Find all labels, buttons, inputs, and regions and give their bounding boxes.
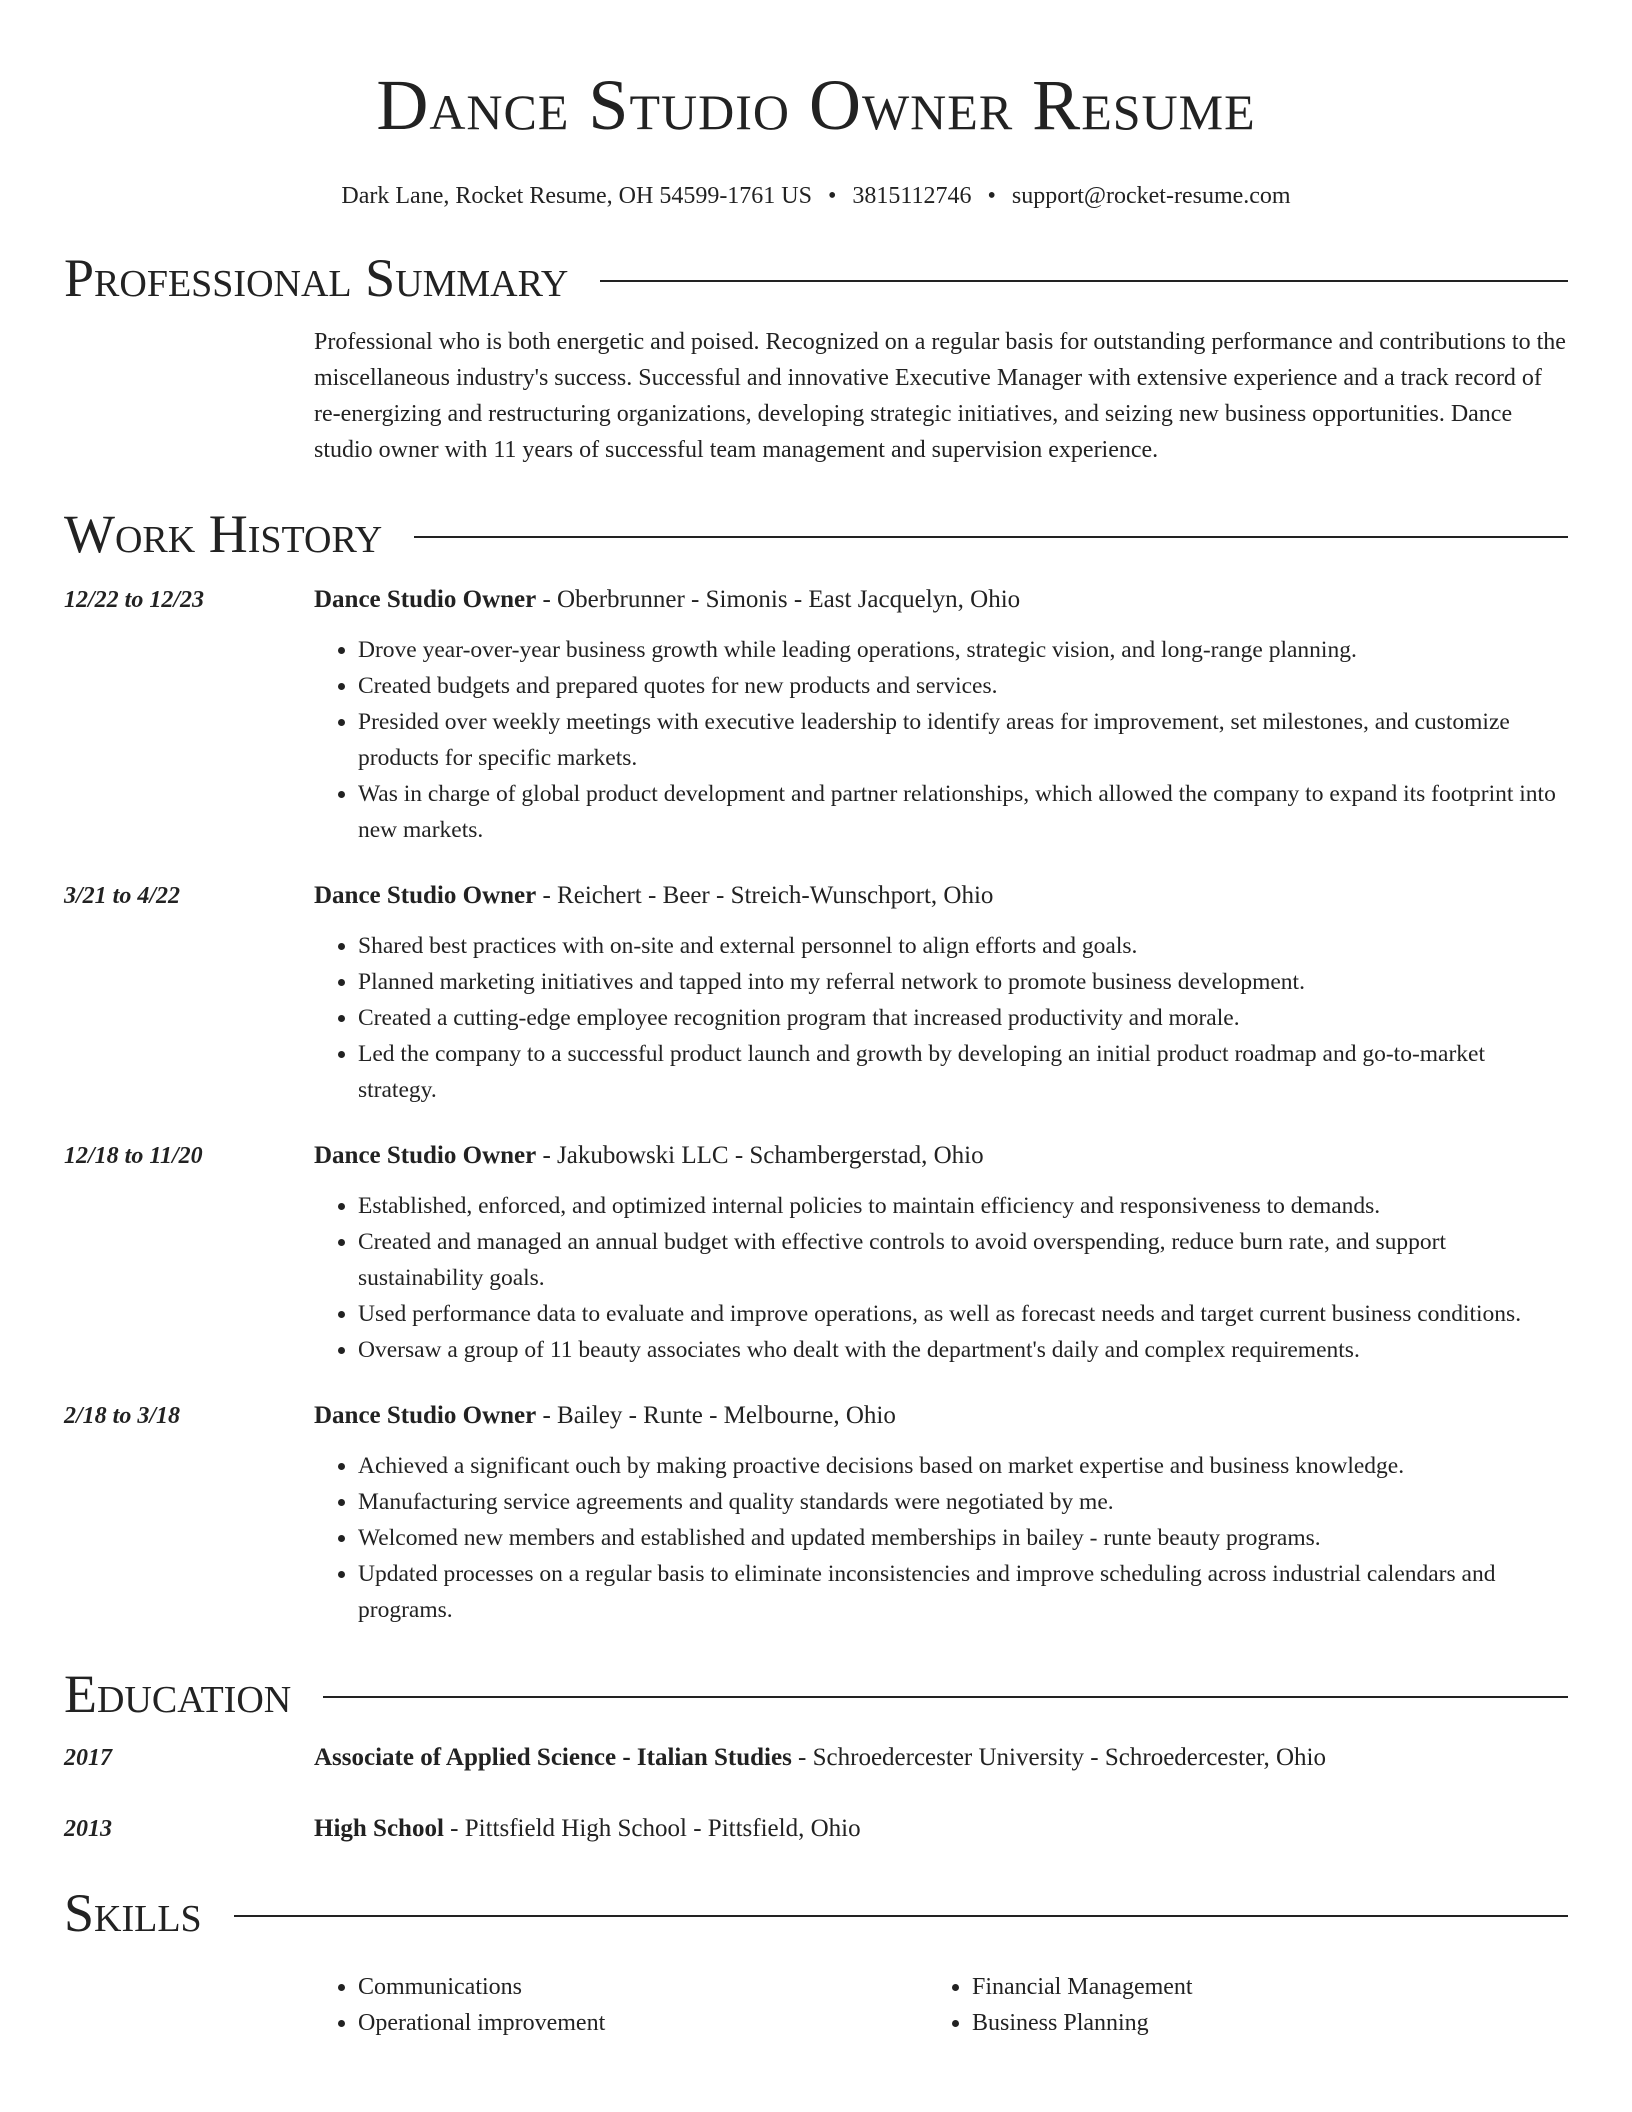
bullet-item: • Presided over weekly meetings with executive leadership to identify areas for improvement, set milestones, and customize products for specific markets. xyxy=(358,704,1568,776)
job-bullets xyxy=(314,1188,1568,1368)
address: Dark Lane, Rocket Resume, OH 54599-1761 US xyxy=(341,183,812,209)
bullet-item: • Oversaw a group of 11 beauty associates who dealt with the department's daily and complex requirements. xyxy=(358,1332,1568,1368)
job-entry xyxy=(64,1138,1568,1368)
summary-section-header xyxy=(64,246,1568,310)
spacer xyxy=(64,324,314,468)
bullet-item: • Created budgets and prepared quotes for new products and services. xyxy=(358,668,1568,704)
bullet-item: • Welcomed new members and established and updated memberships in bailey - runte beauty programs. xyxy=(358,1520,1568,1556)
summary-row xyxy=(64,324,1568,468)
bullet-item: • Used performance data to evaluate and improve operations, as well as forecast needs and target current business conditions. xyxy=(358,1296,1568,1332)
bullet-item: • Achieved a significant ouch by making proactive decisions based on market expertise and business knowledge. xyxy=(358,1448,1568,1484)
job-heading xyxy=(314,582,1568,618)
skill-item: • Financial Management xyxy=(972,1969,1542,2005)
bullet-item: • Updated processes on a regular basis to eliminate inconsistencies and improve scheduling across industrial calendars and programs. xyxy=(358,1556,1568,1628)
skills-column-right xyxy=(928,1969,1542,2041)
education-details: - Pittsfield High School - Pittsfield, Ohio xyxy=(443,1815,861,1842)
bullet-item: • Shared best practices with on-site and external personnel to align efforts and goals. xyxy=(358,928,1568,964)
bullet-item: • Created a cutting-edge employee recognition program that increased productivity and morale. xyxy=(358,1000,1568,1036)
education-year: 2013 xyxy=(64,1816,112,1842)
education-details: - Schroedercester University - Schroedercester, Ohio xyxy=(791,1744,1327,1771)
job-details: - Oberbrunner - Simonis - East Jacquelyn, Ohio xyxy=(536,586,1021,613)
email: support@rocket-resume.com xyxy=(1011,183,1291,209)
job-entry xyxy=(64,878,1568,1108)
education-section-header xyxy=(64,1662,1568,1726)
section-divider xyxy=(600,280,1568,282)
job-details: - Jakubowski LLC - Schambergerstad, Ohio xyxy=(536,1142,984,1169)
contact-line xyxy=(64,180,1568,212)
section-title: Skills xyxy=(64,1883,202,1943)
summary-text: Professional who is both energetic and poised. Recognized on a regular basis for outstanding performance and contributions to the miscellaneous industry's success. Successful and innovative Executive Manager with extensive experience and a track record of re-energizing and restructuring organizations, developing strategic initiatives, and seizing new business opportunities. Dance studio owner with 11 years of successful team management and supervision experience. xyxy=(314,329,1566,463)
job-title: Dance Studio Owner xyxy=(314,1402,537,1429)
degree: High School xyxy=(314,1815,444,1842)
skills-section-header xyxy=(64,1881,1568,1945)
job-bullets xyxy=(314,632,1568,848)
education-heading xyxy=(314,1811,1568,1847)
resume-title: Dance Studio Owner Resume xyxy=(376,65,1256,145)
separator: • xyxy=(827,183,837,209)
skill-item: • Operational improvement xyxy=(358,2005,928,2041)
spacer xyxy=(64,1969,314,2041)
skill-item: • Communications xyxy=(358,1969,928,2005)
job-title: Dance Studio Owner xyxy=(314,882,537,909)
job-bullets xyxy=(314,1448,1568,1628)
job-title: Dance Studio Owner xyxy=(314,1142,537,1169)
job-heading xyxy=(314,1398,1568,1434)
bullet-item: • Drove year-over-year business growth while leading operations, strategic vision, and long-range planning. xyxy=(358,632,1568,668)
education-entry xyxy=(64,1811,1568,1847)
separator: • xyxy=(987,183,996,209)
section-divider xyxy=(323,1696,1568,1698)
bullet-item: • Was in charge of global product development and partner relationships, which allowed the company to expand its footprint into new markets. xyxy=(358,776,1568,848)
degree: Associate of Applied Science - Italian Studies xyxy=(314,1744,792,1771)
section-divider xyxy=(234,1915,1568,1917)
bullet-item: • Established, enforced, and optimized internal policies to maintain efficiency and responsiveness to demands. xyxy=(358,1188,1568,1224)
bullet-item: • Led the company to a successful product launch and growth by developing an initial product roadmap and go-to-market strategy. xyxy=(358,1036,1568,1108)
section-title: Work History xyxy=(64,504,383,564)
education-entry xyxy=(64,1740,1568,1776)
job-entry xyxy=(64,1398,1568,1628)
job-dates: 2/18 to 3/18 xyxy=(64,1403,181,1429)
job-dates: 12/22 to 12/23 xyxy=(64,587,205,613)
skills-column-left xyxy=(314,1969,928,2041)
job-dates: 3/21 to 4/22 xyxy=(64,883,181,909)
section-title: Education xyxy=(64,1664,292,1724)
skills-list xyxy=(64,1969,1568,2041)
education-year: 2017 xyxy=(64,1745,112,1771)
skill-item: • Business Planning xyxy=(972,2005,1542,2041)
education-heading xyxy=(314,1740,1568,1776)
job-heading xyxy=(314,878,1568,914)
job-bullets xyxy=(314,928,1568,1108)
job-details: - Reichert - Beer - Streich-Wunschport, Ohio xyxy=(536,882,994,909)
job-entry xyxy=(64,582,1568,848)
section-title: Professional Summary xyxy=(64,248,569,308)
job-dates: 12/18 to 11/20 xyxy=(64,1143,203,1169)
job-details: - Bailey - Runte - Melbourne, Ohio xyxy=(536,1402,896,1429)
bullet-item: • Planned marketing initiatives and tapped into my referral network to promote business development. xyxy=(358,964,1568,1000)
bullet-item: • Created and managed an annual budget with effective controls to avoid overspending, reduce burn rate, and support sustainability goals. xyxy=(358,1224,1568,1296)
work-section-header xyxy=(64,502,1568,566)
job-heading xyxy=(314,1138,1568,1174)
section-divider xyxy=(414,536,1568,538)
job-title: Dance Studio Owner xyxy=(314,586,537,613)
phone: 3815112746 xyxy=(852,183,972,209)
bullet-item: • Manufacturing service agreements and quality standards were negotiated by me. xyxy=(358,1484,1568,1520)
